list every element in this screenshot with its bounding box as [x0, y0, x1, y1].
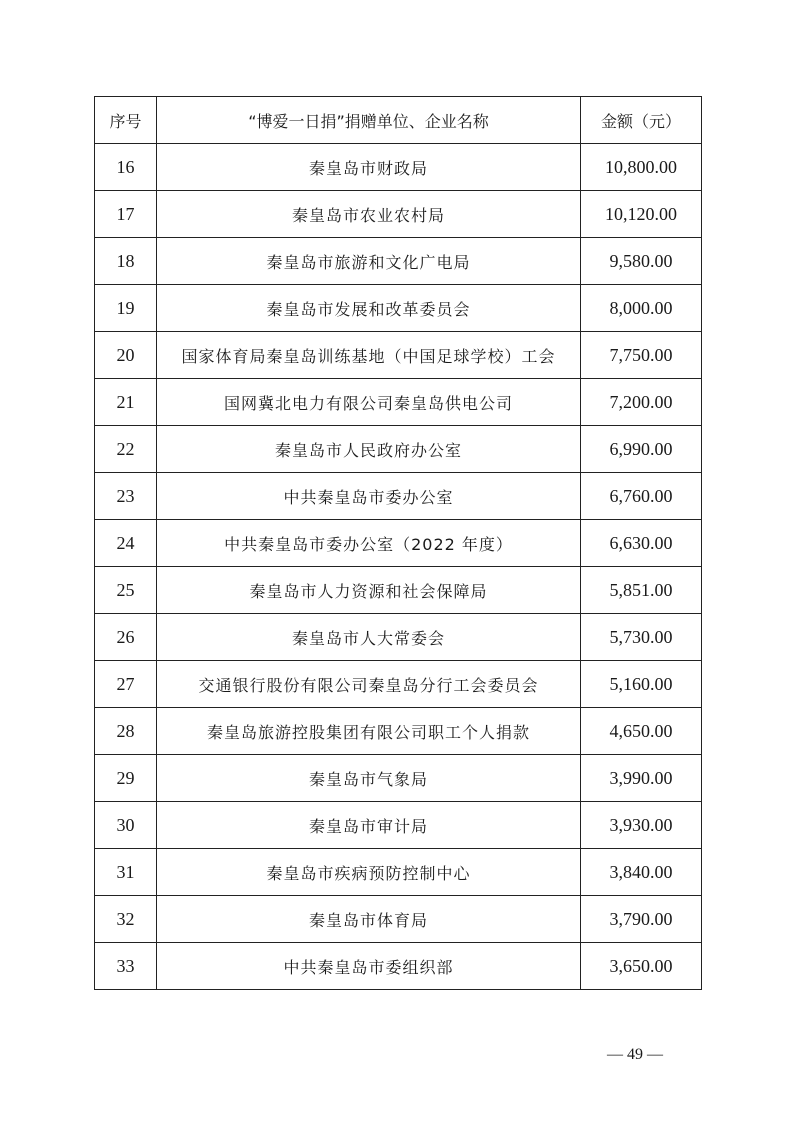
serial-number-cell: 17	[95, 191, 157, 238]
amount-cell: 10,120.00	[581, 191, 702, 238]
amount-cell: 4,650.00	[581, 708, 702, 755]
serial-number-cell: 23	[95, 473, 157, 520]
header-amount: 金额（元）	[581, 97, 702, 144]
amount-cell: 7,750.00	[581, 332, 702, 379]
donor-name-cell: 国网冀北电力有限公司秦皇岛供电公司	[157, 379, 581, 426]
table-row	[95, 426, 702, 473]
donor-name-cell: 中共秦皇岛市委办公室	[157, 473, 581, 520]
donor-name-cell: 秦皇岛市体育局	[157, 896, 581, 943]
table-row	[95, 755, 702, 802]
table-row	[95, 285, 702, 332]
donor-name-cell: 秦皇岛市人力资源和社会保障局	[157, 567, 581, 614]
donation-table	[94, 96, 702, 990]
serial-number-cell: 31	[95, 849, 157, 896]
serial-number-cell: 19	[95, 285, 157, 332]
donor-name-cell: 秦皇岛市审计局	[157, 802, 581, 849]
table-row	[95, 567, 702, 614]
donor-name-cell: 秦皇岛市旅游和文化广电局	[157, 238, 581, 285]
donor-name-cell: 秦皇岛市人大常委会	[157, 614, 581, 661]
donor-name-cell: 交通银行股份有限公司秦皇岛分行工会委员会	[157, 661, 581, 708]
serial-number-cell: 28	[95, 708, 157, 755]
serial-number-cell: 29	[95, 755, 157, 802]
donor-name-cell: 国家体育局秦皇岛训练基地（中国足球学校）工会	[157, 332, 581, 379]
table-row	[95, 708, 702, 755]
donor-name-cell: 秦皇岛旅游控股集团有限公司职工个人捐款	[157, 708, 581, 755]
serial-number-cell: 20	[95, 332, 157, 379]
table-row	[95, 238, 702, 285]
header-serial-number: 序号	[95, 97, 157, 144]
table-row	[95, 802, 702, 849]
table-row	[95, 520, 702, 567]
amount-cell: 3,650.00	[581, 943, 702, 990]
serial-number-cell: 33	[95, 943, 157, 990]
donor-name-cell: 秦皇岛市气象局	[157, 755, 581, 802]
donor-name-cell: 秦皇岛市财政局	[157, 144, 581, 191]
donor-name-cell: 中共秦皇岛市委办公室（2022 年度）	[157, 520, 581, 567]
amount-cell: 6,990.00	[581, 426, 702, 473]
serial-number-cell: 18	[95, 238, 157, 285]
table-row	[95, 144, 702, 191]
page-number: — 49 —	[607, 1046, 663, 1063]
amount-cell: 9,580.00	[581, 238, 702, 285]
serial-number-cell: 32	[95, 896, 157, 943]
serial-number-cell: 22	[95, 426, 157, 473]
amount-cell: 10,800.00	[581, 144, 702, 191]
donor-name-cell: 秦皇岛市发展和改革委员会	[157, 285, 581, 332]
table-row	[95, 661, 702, 708]
table-row	[95, 191, 702, 238]
amount-cell: 7,200.00	[581, 379, 702, 426]
amount-cell: 3,790.00	[581, 896, 702, 943]
serial-number-cell: 24	[95, 520, 157, 567]
amount-cell: 6,760.00	[581, 473, 702, 520]
amount-cell: 3,930.00	[581, 802, 702, 849]
donor-name-cell: 秦皇岛市人民政府办公室	[157, 426, 581, 473]
amount-cell: 5,730.00	[581, 614, 702, 661]
donor-name-cell: 中共秦皇岛市委组织部	[157, 943, 581, 990]
amount-cell: 5,851.00	[581, 567, 702, 614]
serial-number-cell: 21	[95, 379, 157, 426]
table-row	[95, 849, 702, 896]
amount-cell: 3,990.00	[581, 755, 702, 802]
amount-cell: 5,160.00	[581, 661, 702, 708]
donor-name-cell: 秦皇岛市疾病预防控制中心	[157, 849, 581, 896]
header-donor-name: “博爱一日捐”捐赠单位、企业名称	[157, 97, 581, 144]
table-header-row	[95, 97, 702, 144]
table-row	[95, 614, 702, 661]
amount-cell: 8,000.00	[581, 285, 702, 332]
amount-cell: 3,840.00	[581, 849, 702, 896]
table-row	[95, 896, 702, 943]
table-row	[95, 332, 702, 379]
amount-cell: 6,630.00	[581, 520, 702, 567]
serial-number-cell: 16	[95, 144, 157, 191]
table-row	[95, 943, 702, 990]
serial-number-cell: 30	[95, 802, 157, 849]
serial-number-cell: 25	[95, 567, 157, 614]
serial-number-cell: 27	[95, 661, 157, 708]
table-row	[95, 473, 702, 520]
donor-name-cell: 秦皇岛市农业农村局	[157, 191, 581, 238]
serial-number-cell: 26	[95, 614, 157, 661]
table-row	[95, 379, 702, 426]
